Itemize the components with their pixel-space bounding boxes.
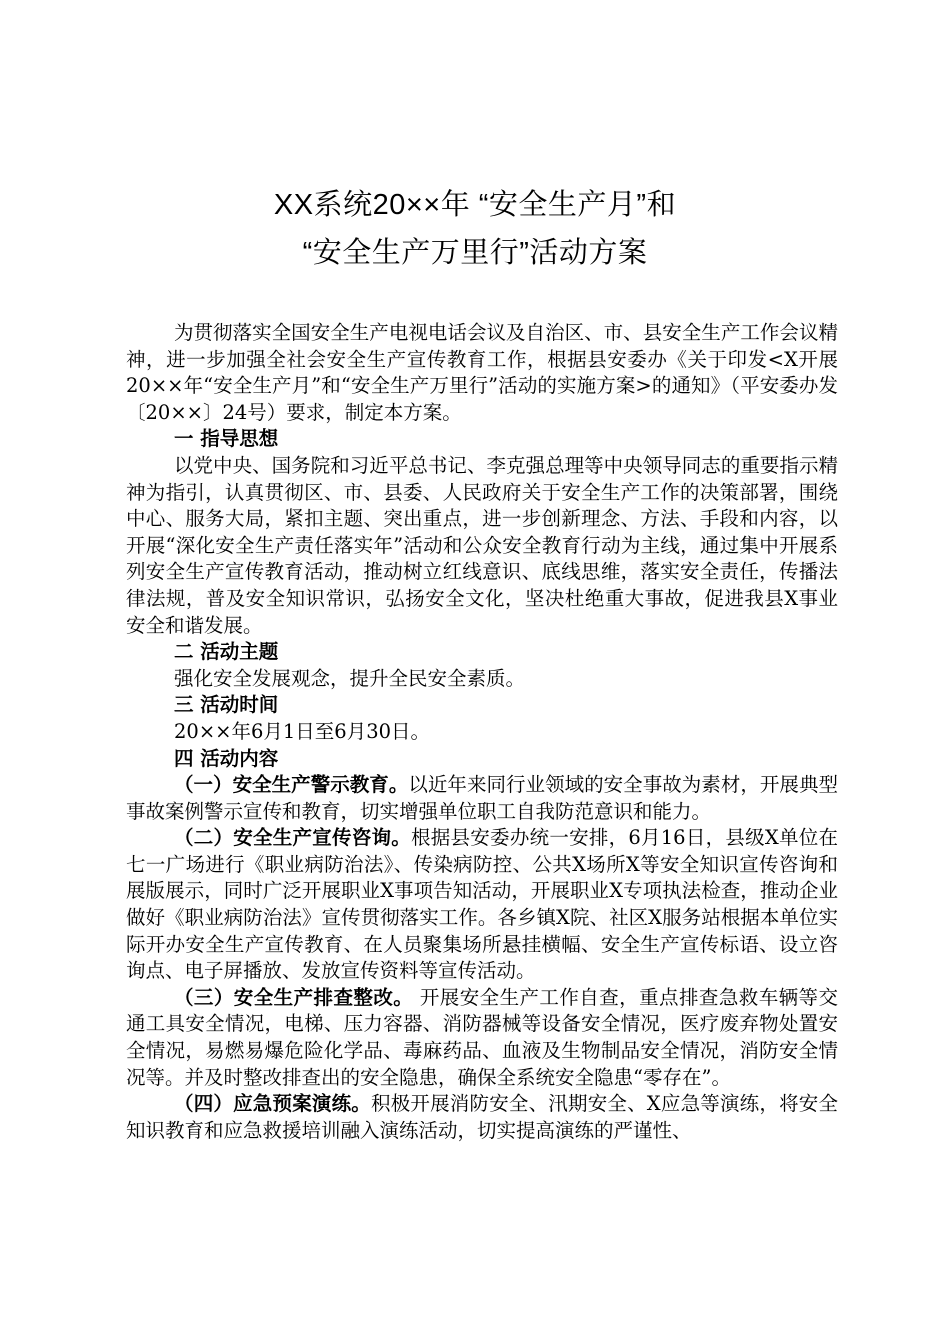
content-item-3-text: 开展安全生产工作自查，重点排查急救车辆等交通工具安全情况，电梯、压力容器、消防器械等设备安全情况，医疗废弃物处置安全情况，易燃易爆危险化学品、毒麻药品、血液及生物制品安全情况，消防安全情况等。并及时整改排查出的安全隐患，确保全系统安全隐患“零存在”。 bbox=[126, 985, 838, 1089]
content-item-4 bbox=[126, 1091, 838, 1144]
content-item-2-text: 根据县安委办统一安排，6月16日，县级X单位在七一广场进行《职业病防治法》、传染病防控、公共X场所X等安全知识宣传咨询和展版展示，同时广泛开展职业X事项告知活动，开展职业X专项执法检查，推动企业做好《职业病防治法》宣传贯彻落实工作。各乡镇X院、社区X服务站根据本单位实际开办安全生产宣传教育、在人员聚集场所悬挂横幅、安全生产宣传标语、设立咨询点、电子屏播放、发放宣传资料等宣传活动。 bbox=[126, 826, 838, 983]
section-heading-theme: 二 活动主题 bbox=[174, 640, 279, 664]
document-title-line-2: “安全生产万里行”活动方案 bbox=[302, 237, 648, 269]
content-item-2-label: （二）安全生产宣传咨询。 bbox=[174, 826, 412, 850]
document-title-line-1: XX系统20××年 “安全生产月”和 bbox=[273, 189, 677, 221]
section-heading-content: 四 活动内容 bbox=[174, 746, 279, 770]
document-body bbox=[126, 320, 838, 1144]
content-item-1-label: （一）安全生产警示教育。 bbox=[174, 773, 409, 797]
content-item-4-text: 积极开展消防安全、汛期安全、X应急等演练，将安全知识教育和应急救援培训融入演练活动，切实提高演练的严谨性、 bbox=[126, 1092, 838, 1142]
intro-paragraph: 为贯彻落实全国安全生产电视电话会议及自治区、市、县安全生产工作会议精神，进一步加强全社会安全生产宣传教育工作，根据县安委办《关于印发<X开展20××年“安全生产月”和“安全生产万里行”活动的实施方案>的通知》（平安委办发〔20××〕24号）要求，制定本方案。 bbox=[126, 321, 838, 424]
content-item-1 bbox=[126, 772, 838, 825]
section-body-theme: 强化安全发展观念，提升全民安全素质。 bbox=[174, 666, 526, 690]
content-item-3-label: （三）安全生产排查整改。 bbox=[174, 985, 414, 1009]
section-body-guiding-ideology: 以党中央、国务院和习近平总书记、李克强总理等中央领导同志的重要指示精神为指引，认真贯彻区、市、县委、人民政府关于安全生产工作的决策部署，围绕中心、服务大局，紧扣主题、突出重点，进一步创新理念、方法、手段和内容，以开展“深化安全生产责任落实年”活动和公众安全教育行动为主线，通过集中开展系列安全生产宣传教育活动，推动树立红线意识、底线思维，落实安全责任，传播法律法规，普及安全知识常识，弘扬安全文化，坚决杜绝重大事故，促进我县X事业安全和谐发展。 bbox=[126, 453, 838, 637]
content-item-1-text: 以近年来同行业领域的安全事故为素材，开展典型事故案例警示宣传和教育，切实增强单位职工自我防范意识和能力。 bbox=[126, 773, 838, 823]
section-heading-time: 三 活动时间 bbox=[174, 693, 279, 717]
section-body-time: 20××年6月1日至6月30日。 bbox=[174, 719, 431, 743]
section-heading-guiding-ideology: 一 指导思想 bbox=[174, 427, 279, 451]
content-item-3 bbox=[126, 985, 838, 1091]
content-item-4-label: （四）应急预案演练。 bbox=[174, 1092, 371, 1116]
content-item-2 bbox=[126, 825, 838, 985]
